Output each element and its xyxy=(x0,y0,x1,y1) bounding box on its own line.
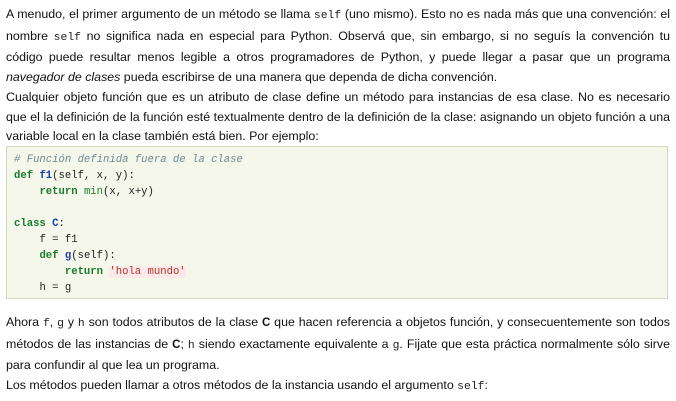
text: , xyxy=(49,315,58,329)
inline-code: g xyxy=(392,339,400,352)
code-line-7 xyxy=(14,248,667,264)
paragraph-methods-explanation xyxy=(6,313,670,376)
code-line-9 xyxy=(14,280,667,296)
keyword: return xyxy=(64,266,104,278)
code-line-blank xyxy=(14,200,667,216)
paragraph-function-attributes xyxy=(6,88,670,147)
code-line-3 xyxy=(14,184,667,200)
code-text: (self, x, y): xyxy=(52,170,135,182)
inline-code: f xyxy=(42,318,50,330)
text: pueda escribirse de una manera que dependa de dicha convención. xyxy=(120,69,498,84)
code-line-8 xyxy=(14,264,667,280)
text: Los métodos pueden llamar a otros métodos de la instancia usando el argumento xyxy=(6,378,458,392)
keyword: class xyxy=(14,218,46,230)
inline-code-self: self xyxy=(53,31,81,44)
code-text: h = g xyxy=(39,282,72,294)
builtin: min xyxy=(83,186,104,198)
inline-code-self: self xyxy=(457,381,485,393)
code-text: (x, x+y) xyxy=(103,186,154,198)
string-literal: 'hola mundo' xyxy=(109,266,186,278)
code-line-2 xyxy=(14,168,667,184)
text: son todos atributos de la clase xyxy=(84,315,262,329)
code-line-5 xyxy=(14,216,667,232)
function-name: g xyxy=(64,250,72,262)
text: y xyxy=(63,315,78,329)
text: A menudo, el primer argumento de un método se llama xyxy=(6,7,314,21)
code-block xyxy=(6,146,668,299)
text: no significa nada en especial para Python. Observá que, sin embargo, si no seguís la convención tu código puede resultar menos legible a otros programadores de Python, y puede llegar a pasar que un programa xyxy=(6,28,670,64)
code-text: : xyxy=(58,218,65,230)
inline-code: g xyxy=(57,318,64,330)
paragraph-self-convention xyxy=(6,5,670,87)
text: . Fijate que esta práctica normalmente sólo sirve para confundir al que lea un programa. xyxy=(6,336,670,372)
code-line-1 xyxy=(14,152,667,168)
inline-code-class: C xyxy=(172,338,181,351)
code-text: f = f1 xyxy=(39,234,78,246)
inline-code-self: self xyxy=(313,10,342,22)
inline-code: h xyxy=(77,318,85,330)
text: que hacen referencia a objetos función, y consecuentemente son todos métodos de las instancias de xyxy=(6,315,670,351)
text: Cualquier objeto función que es un atributo de clase define un método para instancias de esa clase. No es necesario que el la definición de la función esté textualmente dentro de la definición de la clase: asignando un objeto función a una variable local en la clase también está bien. Por ejemplo: xyxy=(6,90,670,143)
text: ; xyxy=(180,336,188,351)
text: (uno mismo). Esto no es nada más que una convención: el nombre xyxy=(6,7,670,43)
paragraph-self-calls xyxy=(6,376,670,398)
keyword: return xyxy=(39,186,78,198)
inline-code-class: C xyxy=(262,317,271,329)
emphasis-class-browser: navegador de clases xyxy=(6,69,121,84)
keyword: def xyxy=(39,250,59,262)
code-line-6 xyxy=(14,232,667,248)
class-name: C xyxy=(52,218,59,230)
code-text: (self): xyxy=(71,250,116,262)
text: Ahora xyxy=(6,315,43,329)
text: siendo exactamente equivalente a xyxy=(194,336,393,351)
text: : xyxy=(484,378,488,392)
inline-code: h xyxy=(187,339,195,352)
function-name: f1 xyxy=(39,170,53,182)
code-comment: # Función definida fuera de la clase xyxy=(14,154,243,166)
keyword: def xyxy=(14,170,34,182)
